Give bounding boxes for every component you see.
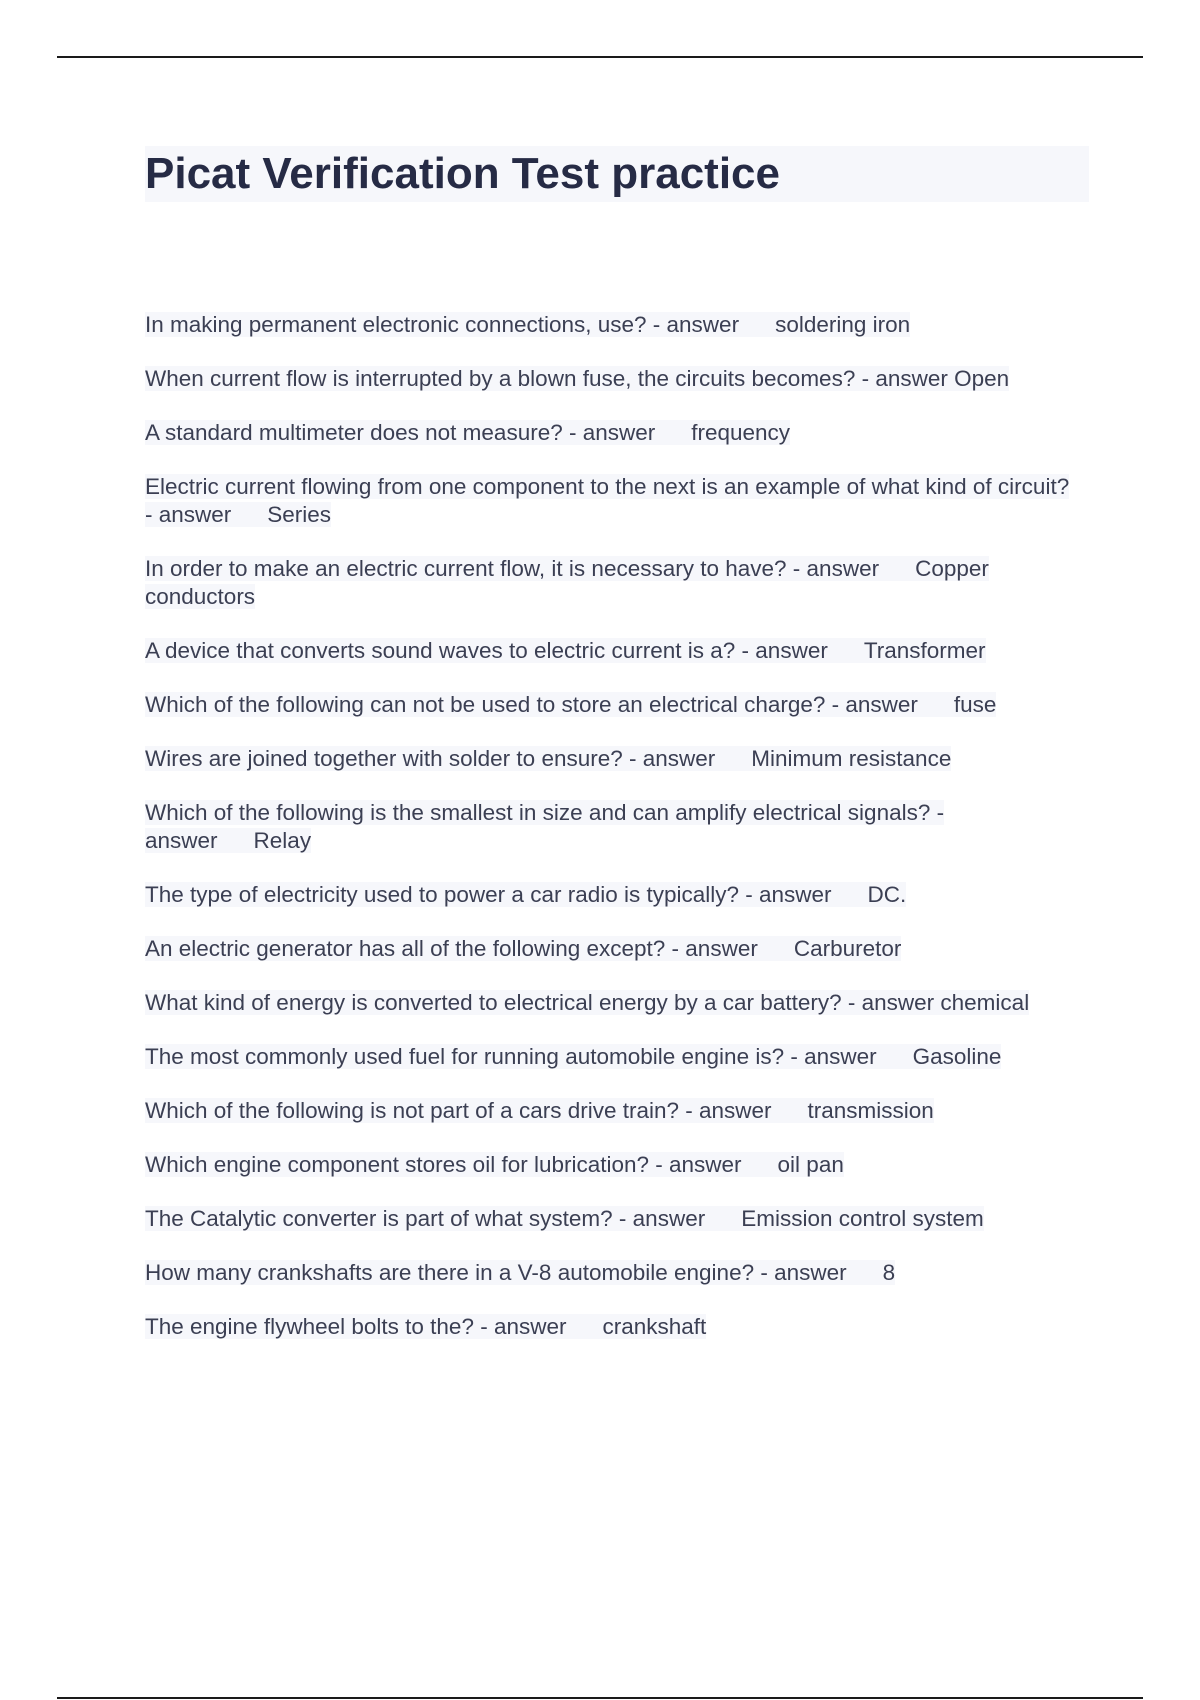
qa-text	[145, 1152, 844, 1177]
qa-item	[145, 473, 1075, 529]
header-rule	[57, 56, 1143, 58]
question-text: A device that converts sound waves to electric current is a? - answer	[145, 638, 828, 663]
answer-text: Open	[954, 366, 1010, 391]
qa-text	[145, 990, 1029, 1015]
qa-item	[145, 637, 1075, 665]
answer-text: chemical	[940, 990, 1030, 1015]
answer-text: Emission control system	[741, 1206, 984, 1231]
answer-text: Copper conductors	[145, 556, 989, 609]
qa-text	[145, 800, 944, 853]
qa-text	[145, 638, 986, 663]
qa-text	[145, 366, 1009, 391]
answer-text: soldering iron	[775, 312, 911, 337]
qa-item	[145, 1205, 1075, 1233]
qa-item	[145, 1097, 1075, 1125]
question-text: The Catalytic converter is part of what system? - answer	[145, 1206, 706, 1231]
qa-item	[145, 1259, 1075, 1287]
qa-item	[145, 691, 1075, 719]
answer-text: Carburetor	[793, 936, 902, 961]
qa-item	[145, 419, 1075, 447]
qa-item	[145, 799, 1075, 855]
qa-text	[145, 746, 951, 771]
question-text: Which engine component stores oil for lubrication? - answer	[145, 1152, 742, 1177]
question-text: Which of the following can not be used to store an electrical charge? - answer	[145, 692, 918, 717]
qa-text	[145, 936, 901, 961]
qa-text	[145, 1314, 706, 1339]
qa-text	[145, 556, 989, 609]
qa-item	[145, 365, 1075, 393]
qa-text	[145, 692, 996, 717]
answer-text: DC.	[867, 882, 907, 907]
question-text: Electric current flowing from one component to the next is an example of what kind of circuit? - answer	[145, 474, 1070, 527]
question-text: Wires are joined together with solder to ensure? - answer	[145, 746, 716, 771]
qa-text	[145, 1098, 934, 1123]
answer-text: Gasoline	[912, 1044, 1002, 1069]
question-text: Which of the following is the smallest in size and can amplify electrical signals? - answer	[145, 800, 945, 853]
qa-item	[145, 1313, 1075, 1341]
qa-item	[145, 989, 1075, 1017]
question-list	[145, 311, 1075, 1367]
question-text: In making permanent electronic connections, use? - answer	[145, 312, 740, 337]
qa-item	[145, 745, 1075, 773]
answer-text: oil pan	[777, 1152, 844, 1177]
qa-item	[145, 555, 1075, 611]
page-title: Picat Verification Test practice	[145, 149, 780, 198]
question-text: When current flow is interrupted by a blown fuse, the circuits becomes? - answer	[145, 366, 948, 391]
title-block	[145, 146, 1089, 202]
qa-text	[145, 420, 790, 445]
answer-text: Series	[267, 502, 332, 527]
question-text: A standard multimeter does not measure? - answer	[145, 420, 656, 445]
answer-text: 8	[882, 1260, 896, 1285]
question-text: The type of electricity used to power a car radio is typically? - answer	[145, 882, 832, 907]
qa-text	[145, 312, 910, 337]
question-text: The most commonly used fuel for running automobile engine is? - answer	[145, 1044, 877, 1069]
question-text: How many crankshafts are there in a V-8 automobile engine? - answer	[145, 1260, 847, 1285]
question-text: The engine flywheel bolts to the? - answer	[145, 1314, 567, 1339]
answer-text: frequency	[691, 420, 791, 445]
qa-item	[145, 311, 1075, 339]
answer-text: crankshaft	[602, 1314, 707, 1339]
question-text: In order to make an electric current flow, it is necessary to have? - answer	[145, 556, 880, 581]
qa-item	[145, 881, 1075, 909]
answer-text: Minimum resistance	[751, 746, 952, 771]
footer-rule	[57, 1697, 1143, 1699]
qa-text	[145, 1206, 984, 1231]
qa-text	[145, 474, 1069, 527]
qa-item	[145, 1043, 1075, 1071]
qa-item	[145, 1151, 1075, 1179]
qa-text	[145, 1044, 1001, 1069]
qa-item	[145, 935, 1075, 963]
question-text: An electric generator has all of the following except? - answer	[145, 936, 758, 961]
qa-text	[145, 1260, 895, 1285]
answer-text: fuse	[953, 692, 997, 717]
qa-text	[145, 882, 906, 907]
question-text: What kind of energy is converted to electrical energy by a car battery? - answer	[145, 990, 935, 1015]
question-text: Which of the following is not part of a cars drive train? - answer	[145, 1098, 772, 1123]
answer-text: transmission	[807, 1098, 934, 1123]
answer-text: Transformer	[863, 638, 986, 663]
answer-text: Relay	[253, 828, 312, 853]
